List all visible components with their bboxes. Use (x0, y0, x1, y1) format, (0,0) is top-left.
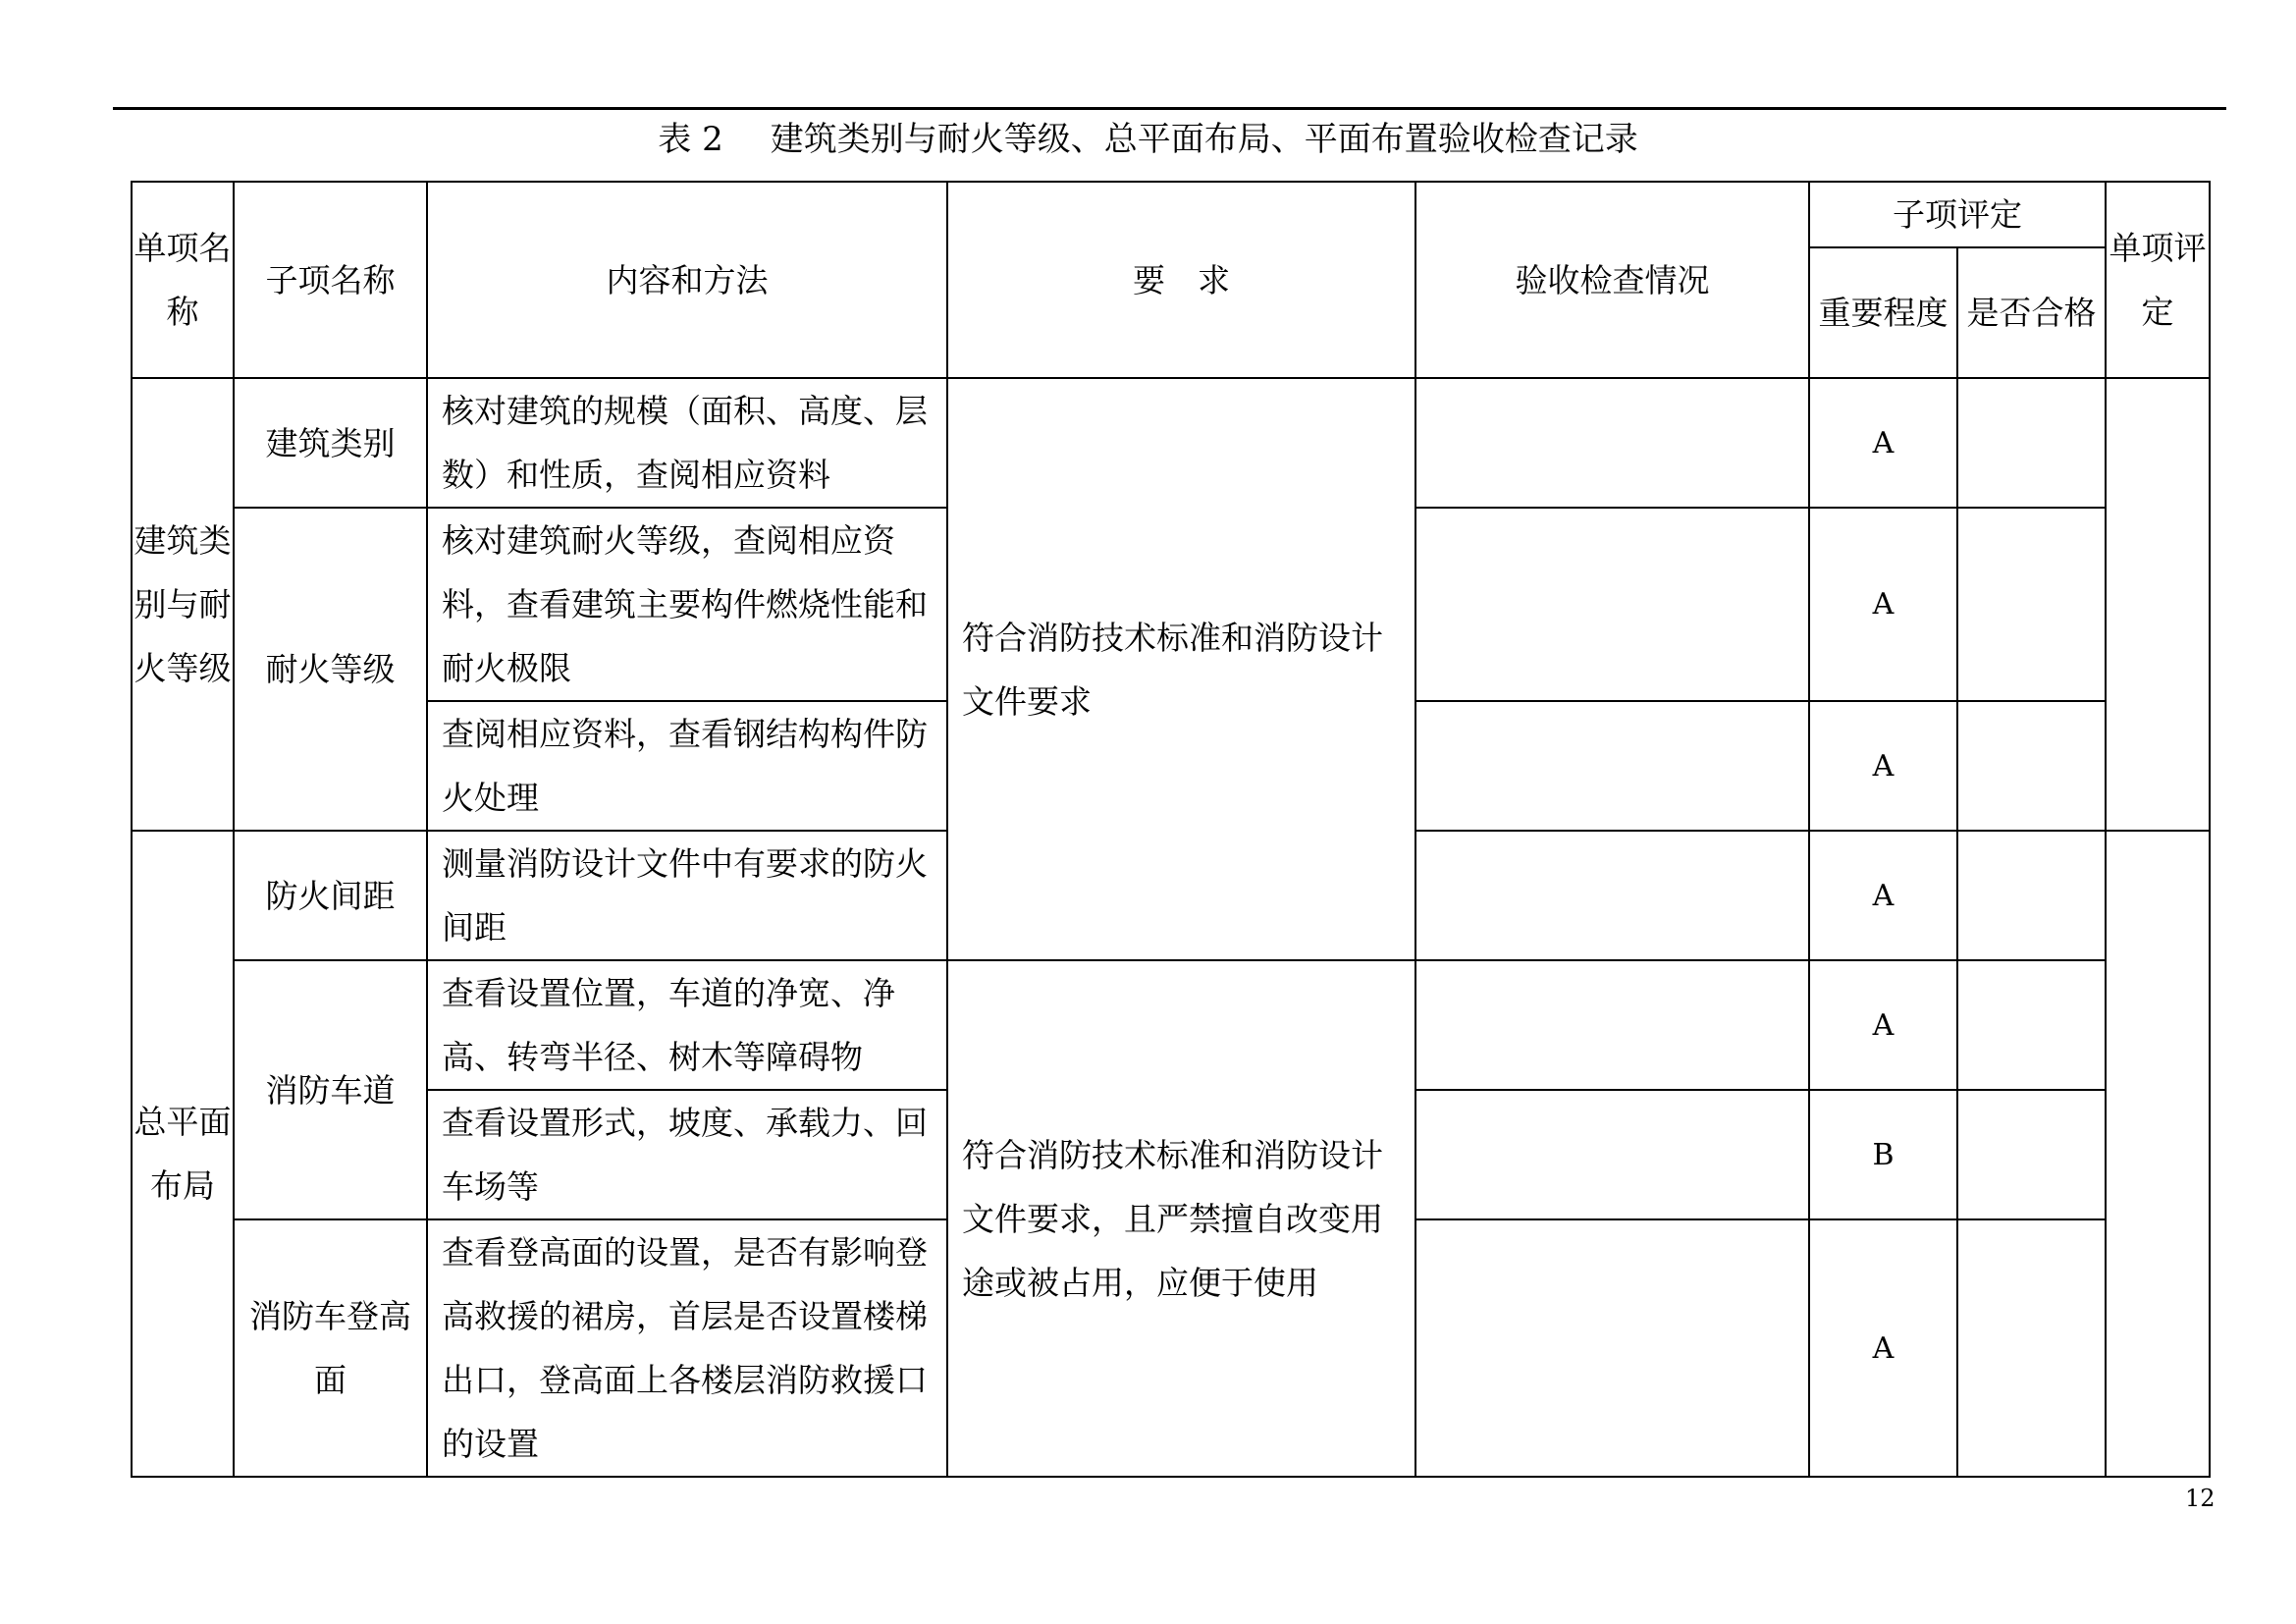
qualified-cell (1957, 508, 2106, 701)
qualified-cell (1957, 701, 2106, 831)
sub-item-name: 消防车登高面 (234, 1219, 427, 1477)
qualified-cell (1957, 831, 2106, 960)
inspection-status-cell (1415, 960, 1809, 1090)
sub-item-name: 防火间距 (234, 831, 427, 960)
qualified-cell (1957, 378, 2106, 508)
importance-cell: B (1809, 1090, 1957, 1219)
group-name: 建筑类别与耐火等级 (132, 378, 234, 831)
importance-cell: A (1809, 701, 1957, 831)
header-item-name: 单项名称 (132, 182, 234, 378)
inspection-status-cell (1415, 831, 1809, 960)
item-rating-cell (2106, 378, 2210, 831)
sub-item-name: 耐火等级 (234, 508, 427, 831)
page-number: 12 (2185, 1485, 2216, 1512)
content-method-cell: 核对建筑耐火等级，查阅相应资料，查看建筑主要构件燃烧性能和耐火极限 (427, 508, 947, 701)
header-content-method: 内容和方法 (427, 182, 947, 378)
importance-cell: A (1809, 831, 1957, 960)
inspection-status-cell (1415, 1219, 1809, 1477)
table-number: 表 2 (658, 120, 723, 159)
inspection-status-cell (1415, 701, 1809, 831)
header-importance: 重要程度 (1809, 247, 1957, 378)
group-name: 总平面布局 (132, 831, 234, 1477)
importance-cell: A (1809, 1219, 1957, 1477)
content-method-cell: 查看设置形式，坡度、承载力、回车场等 (427, 1090, 947, 1219)
requirement-cell: 符合消防技术标准和消防设计文件要求，且严禁擅自改变用途或被占用，应便于使用 (947, 960, 1415, 1477)
item-rating-cell (2106, 831, 2210, 1477)
importance-cell: A (1809, 508, 1957, 701)
importance-cell: A (1809, 378, 1957, 508)
inspection-status-cell (1415, 378, 1809, 508)
inspection-status-cell (1415, 508, 1809, 701)
top-rule (113, 107, 2226, 110)
header-item-rating: 单项评定 (2106, 182, 2210, 378)
content-method-cell: 测量消防设计文件中有要求的防火间距 (427, 831, 947, 960)
header-sub-item-rating: 子项评定 (1809, 182, 2106, 247)
requirement-cell: 符合消防技术标准和消防设计文件要求 (947, 378, 1415, 960)
sub-item-name: 建筑类别 (234, 378, 427, 508)
sub-item-name: 消防车道 (234, 960, 427, 1219)
inspection-status-cell (1415, 1090, 1809, 1219)
content-method-cell: 查阅相应资料，查看钢结构构件防火处理 (427, 701, 947, 831)
table-title: 建筑类别与耐火等级、总平面布局、平面布置验收检查记录 (770, 120, 1638, 159)
header-qualified: 是否合格 (1957, 247, 2106, 378)
table-caption (0, 112, 2296, 167)
content-method-cell: 查看设置位置，车道的净宽、净高、转弯半径、树木等障碍物 (427, 960, 947, 1090)
header-sub-item-name: 子项名称 (234, 182, 427, 378)
content-method-cell: 核对建筑的规模（面积、高度、层数）和性质，查阅相应资料 (427, 378, 947, 508)
qualified-cell (1957, 1219, 2106, 1477)
qualified-cell (1957, 1090, 2106, 1219)
inspection-record-table (131, 181, 2211, 1478)
content-method-cell: 查看登高面的设置，是否有影响登高救援的裙房，首层是否设置楼梯出口，登高面上各楼层消防救援口的设置 (427, 1219, 947, 1477)
qualified-cell (1957, 960, 2106, 1090)
header-inspection-status: 验收检查情况 (1415, 182, 1809, 378)
header-requirement: 要 求 (947, 182, 1415, 378)
importance-cell: A (1809, 960, 1957, 1090)
